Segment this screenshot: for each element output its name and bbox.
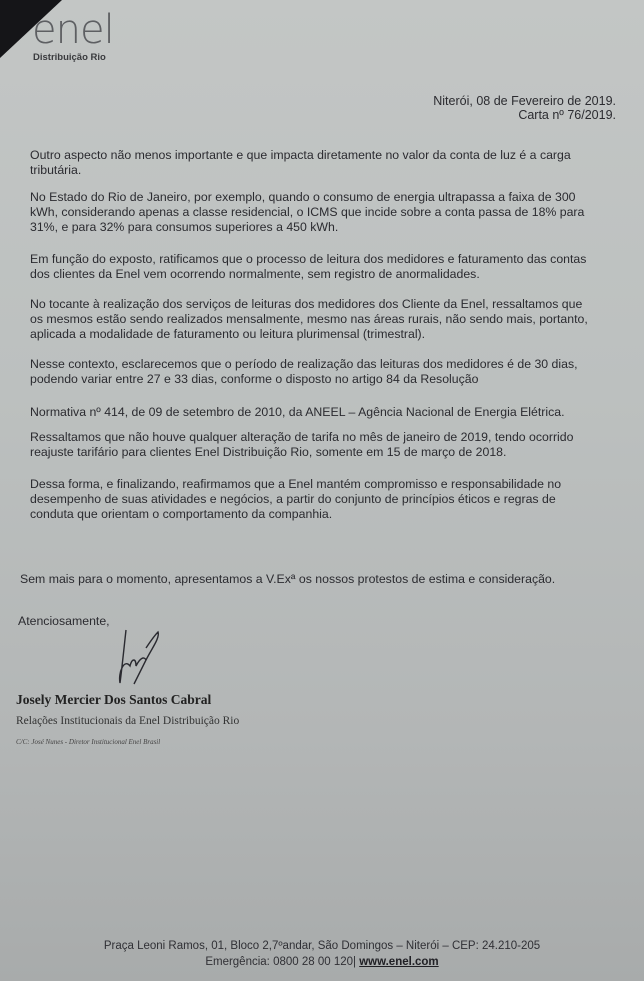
signatory-name: Josely Mercier Dos Santos Cabral — [16, 692, 212, 707]
text-line: reajuste tarifário para clientes Enel Distribuição Rio, somente em 15 de março de 2018. — [30, 445, 507, 459]
footer-contact — [0, 954, 644, 970]
text-line: No Estado do Rio de Janeiro, por exemplo, quando o consumo de energia ultrapassa a faixa de 300 — [30, 190, 576, 204]
text-line: aplicada a modalidade de faturamento ou leitura plurimensal (trimestral). — [30, 327, 426, 341]
text-line: Nesse contexto, esclarecemos que o período de realização das leituras dos medidores é de 30 dias, — [30, 357, 578, 371]
text-line: Em função do exposto, ratificamos que o processo de leitura dos medidores e faturamento das contas — [30, 252, 587, 266]
signatory-role: Relações Institucionais da Enel Distribuição Rio — [16, 715, 240, 727]
text-line: Dessa forma, e finalizando, reafirmamos que a Enel mantém compromisso e responsabilidade no — [30, 477, 562, 491]
text-line: tributária. — [30, 163, 82, 177]
text-line: Ressaltamos que não houve qualquer alteração de tarifa no mês de janeiro de 2019, tendo ocorrido — [30, 430, 574, 444]
text-line: Atenciosamente, — [18, 614, 110, 628]
date-line: Niterói, 08 de Fevereiro de 2019. — [433, 94, 616, 108]
enel-logo: enel — [32, 7, 114, 53]
text-line: os mesmos estão sendo realizados mensalmente, mesmo nas áreas rurais, não sendo mais, portanto, — [30, 312, 588, 326]
paragraph — [30, 297, 630, 342]
paragraph — [30, 405, 630, 420]
text-line: podendo variar entre 27 e 33 dias, conforme o disposto no artigo 84 da Resolução — [30, 372, 479, 386]
paragraph — [20, 572, 620, 587]
closing-salutation — [18, 614, 618, 629]
paragraph — [30, 190, 630, 235]
footer-address: Praça Leoni Ramos, 01, Bloco 2,7ºandar, São Domingos – Niterói – CEP: 24.210-205 — [103, 940, 541, 952]
text-line: dos clientes da Enel vem ocorrendo normalmente, sem registro de anormalidades. — [30, 267, 480, 281]
text-line: conduta que orientam o comportamento da companhia. — [30, 507, 333, 521]
letter-number: Carta nº 76/2019. — [518, 108, 616, 122]
text-line: Normativa nº 414, de 09 de setembro de 2010, da ANEEL – Agência Nacional de Energia Elétrica. — [30, 405, 565, 419]
text-line: No tocante à realização dos serviços de leituras dos medidores dos Cliente da Enel, ressaltamos que — [30, 297, 583, 311]
paragraph — [30, 477, 630, 522]
paragraph — [30, 357, 630, 387]
handwritten-signature — [112, 628, 172, 688]
logo-subtitle: Distribuição Rio — [33, 52, 106, 63]
website-link[interactable]: www.enel.com — [359, 956, 439, 968]
text-line: 31%, e para 32% para consumos superiores a 450 kWh. — [30, 220, 339, 234]
text-line: kWh, considerando apenas a classe residencial, o ICMS que incide sobre a conta passa de 18% para — [30, 205, 585, 219]
emergency-phone: Emergência: 0800 28 00 120| — [205, 956, 356, 968]
paragraph — [30, 430, 630, 460]
text-line: desempenho de suas atividades e negócios, a partir do conjunto de princípios éticos e regras de — [30, 492, 556, 506]
carbon-copy-line: C/C: José Nunes - Diretor Institucional Enel Brasil — [16, 738, 161, 746]
text-line: Outro aspecto não menos importante e que impacta diretamente no valor da conta de luz é a carga — [30, 148, 571, 162]
paragraph — [30, 148, 630, 178]
date-block — [433, 94, 616, 122]
paragraph — [30, 252, 630, 282]
text-line: Sem mais para o momento, apresentamos a V.Exª os nossos protestos de estima e consideração. — [20, 572, 556, 586]
